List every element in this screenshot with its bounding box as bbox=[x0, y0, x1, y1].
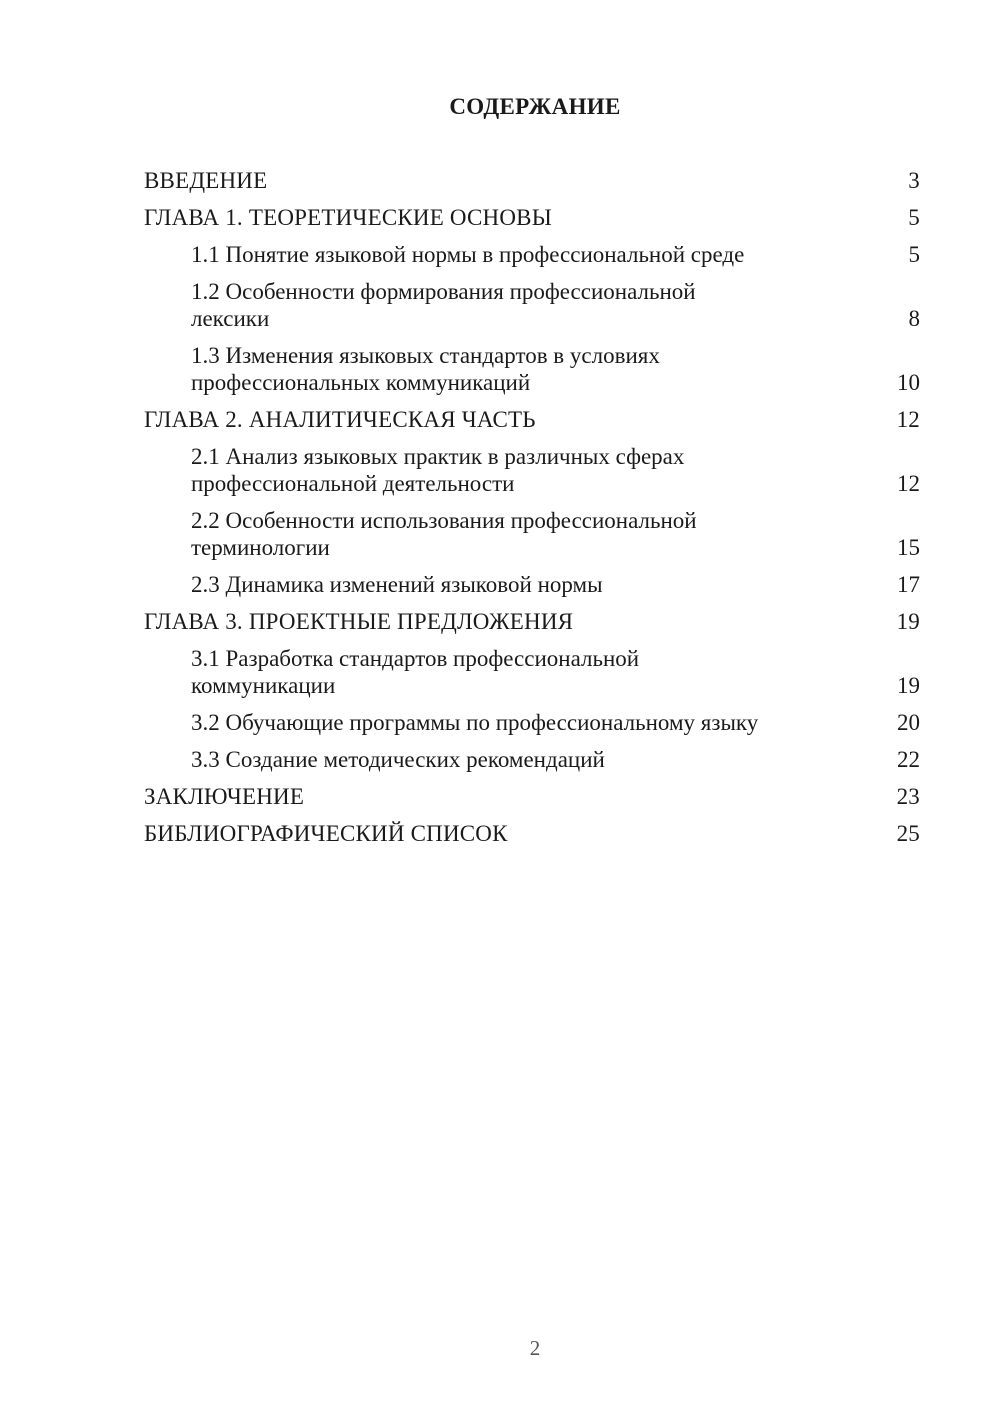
toc-entry-conclusion[interactable] bbox=[144, 783, 920, 810]
toc-entry-page: 19 bbox=[897, 673, 920, 698]
toc-entry-page: 15 bbox=[897, 535, 920, 560]
toc-entry-label: 3.2 Обучающие программы по профессиональному языку bbox=[191, 710, 759, 735]
table-of-contents bbox=[144, 167, 920, 857]
toc-entry-label: БИБЛИОГРАФИЧЕСКИЙ СПИСОК bbox=[144, 821, 508, 846]
toc-entry-label: 3.1 Разработка стандартов профессиональной коммуникации bbox=[191, 646, 640, 698]
toc-entry-section-2-2[interactable] bbox=[144, 507, 920, 561]
toc-entry-label: ЗАКЛЮЧЕНИЕ bbox=[144, 784, 305, 809]
toc-entry-page: 22 bbox=[897, 747, 920, 772]
toc-entry-label: 2.3 Динамика изменений языковой нормы bbox=[191, 572, 603, 597]
page-number: 2 bbox=[529, 1336, 541, 1360]
toc-entry-label: 2.1 Анализ языковых практик в различных сферах профессиональной деятельности bbox=[191, 444, 685, 496]
toc-entry-page: 5 bbox=[908, 205, 920, 230]
page-title: СОДЕРЖАНИЕ bbox=[449, 94, 621, 119]
toc-entry-section-3-2[interactable] bbox=[144, 709, 920, 736]
toc-entry-page: 12 bbox=[897, 471, 920, 496]
toc-entry-section-3-1[interactable] bbox=[144, 645, 920, 699]
toc-entry-page: 12 bbox=[896, 407, 920, 432]
toc-entry-page: 17 bbox=[897, 572, 920, 597]
toc-entry-page: 20 bbox=[897, 710, 920, 735]
toc-entry-introduction[interactable] bbox=[144, 167, 920, 194]
toc-entry-page: 8 bbox=[908, 306, 920, 331]
toc-entry-label: 1.2 Особенности формирования профессиональной лексики bbox=[191, 279, 696, 331]
toc-entry-label: 2.2 Особенности использования профессиональной терминологии bbox=[191, 508, 697, 560]
toc-entry-label: ГЛАВА 3. ПРОЕКТНЫЕ ПРЕДЛОЖЕНИЯ bbox=[144, 609, 574, 634]
toc-entry-label: ГЛАВА 2. АНАЛИТИЧЕСКАЯ ЧАСТЬ bbox=[144, 407, 536, 432]
toc-entry-label: ГЛАВА 1. ТЕОРЕТИЧЕСКИЕ ОСНОВЫ bbox=[144, 205, 552, 230]
toc-entry-label: ВВЕДЕНИЕ bbox=[144, 168, 268, 193]
toc-entry-label: 3.3 Создание методических рекомендаций bbox=[191, 747, 605, 772]
toc-entry-section-3-3[interactable] bbox=[144, 746, 920, 773]
toc-entry-label: 1.3 Изменения языковых стандартов в условиях профессиональных коммуникаций bbox=[191, 343, 660, 395]
toc-entry-page: 10 bbox=[897, 370, 920, 395]
toc-entry-chapter-1[interactable] bbox=[144, 204, 920, 231]
toc-entry-label: 1.1 Понятие языковой нормы в профессиональной среде bbox=[191, 242, 745, 267]
toc-entry-page: 25 bbox=[896, 821, 920, 846]
toc-entry-page: 5 bbox=[908, 242, 920, 267]
toc-entry-section-2-1[interactable] bbox=[144, 443, 920, 497]
toc-entry-page: 19 bbox=[896, 609, 920, 634]
toc-entry-bibliography[interactable] bbox=[144, 820, 920, 847]
toc-entry-page: 3 bbox=[908, 168, 920, 193]
toc-entry-page: 23 bbox=[896, 784, 920, 809]
toc-entry-section-1-3[interactable] bbox=[144, 342, 920, 396]
toc-entry-chapter-3[interactable] bbox=[144, 608, 920, 635]
toc-entry-section-2-3[interactable] bbox=[144, 571, 920, 598]
toc-entry-chapter-2[interactable] bbox=[144, 406, 920, 433]
toc-entry-section-1-2[interactable] bbox=[144, 278, 920, 332]
toc-entry-section-1-1[interactable] bbox=[144, 241, 920, 268]
